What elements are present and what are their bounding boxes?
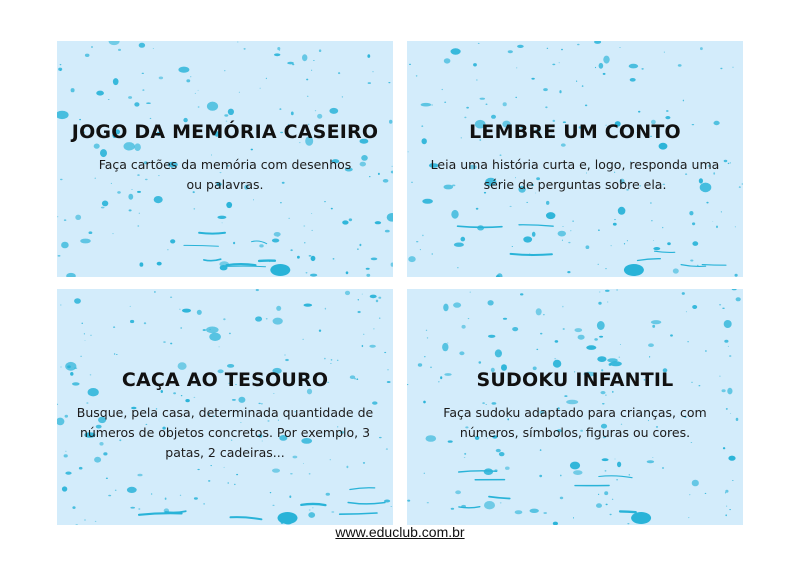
card-description: Faça cartões da memória com desenhos ou palavras. [98,157,352,192]
card-content [57,369,393,463]
website-link[interactable]: www.educlub.com.br [335,524,465,540]
card-content [407,369,743,443]
card-description: Busque, pela casa, determinada quantidade de números de objetos concretos. Por exemplo, 3 patas, 2 cadeiras... [76,405,374,460]
activity-card-remember-story [407,41,743,277]
card-title: CAÇA AO TESOURO [121,369,329,391]
card-title: LEMBRE UM CONTO [469,121,681,143]
activity-card-kids-sudoku [407,289,743,525]
card-description: Leia uma história curta e, logo, responda uma série de perguntas sobre ela. [430,157,720,192]
card-description: Faça sudoku adaptado para crianças, com números, símbolos, figuras ou cores. [443,405,707,440]
activity-card-treasure-hunt [57,289,393,525]
card-title: SUDOKU INFANTIL [476,369,674,391]
card-title: JOGO DA MEMÓRIA CASEIRO [71,121,379,143]
card-content [57,121,393,195]
card-content [407,121,743,195]
activity-card-memory-game [57,41,393,277]
